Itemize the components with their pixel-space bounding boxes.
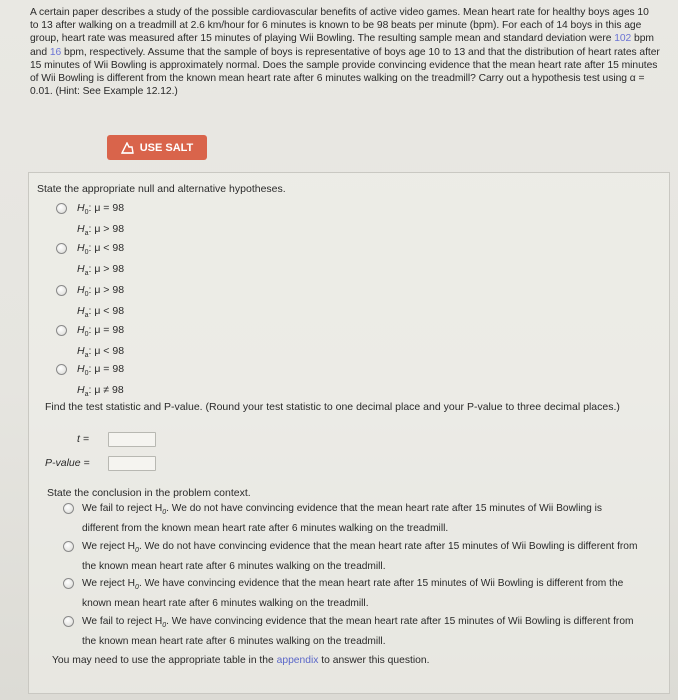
alt-hypothesis: $H_a$: μ < 98 [77, 305, 125, 320]
hypothesis-option[interactable] [56, 322, 124, 364]
hypothesis-radio[interactable] [56, 285, 67, 296]
hypothesis-radio[interactable] [56, 243, 67, 254]
conclusion-option[interactable] [60, 501, 640, 537]
conclusion-text: We reject $H_0$. We do not have convincing evidence that the mean heart rate after 15 minutes of Wii Bowling is different from the known mean heart rate after 6 minutes walking on the treadmill. [82, 541, 638, 573]
conclusion-text: We reject $H_0$. We have convincing evidence that the mean heart rate after 15 minutes of Wii Bowling is different from the known mean heart rate after 6 minutes walking on the treadmill. [82, 578, 624, 610]
use-salt-label: USE SALT [139, 141, 194, 154]
hypothesis-radio[interactable] [56, 203, 67, 214]
conclusion-radio[interactable] [63, 541, 74, 552]
null-hypothesis: $H_0$: μ < 98 [77, 242, 125, 257]
conclusion-text: We fail to reject $H_0$. We have convincing evidence that the mean heart rate after 15 minutes of Wii Bowling is different from the known mean heart rate after 6 minutes walking on the treadmill. [82, 616, 634, 648]
conclusion-radio[interactable] [63, 616, 74, 627]
t-statistic-input[interactable] [108, 432, 156, 447]
hypothesis-radio[interactable] [56, 325, 67, 336]
appendix-link[interactable]: appendix [276, 655, 319, 666]
null-hypothesis: $H_0$: μ = 98 [77, 324, 125, 339]
conclusion-option[interactable] [60, 539, 640, 575]
conclusion-option[interactable] [60, 614, 640, 650]
hypothesis-radio[interactable] [56, 364, 67, 375]
alt-hypothesis: $H_a$: μ > 98 [77, 223, 125, 238]
hypothesis-option[interactable] [56, 240, 124, 282]
conclusion-text: We fail to reject $H_0$. We do not have convincing evidence that the mean heart rate after 15 minutes of Wii Bowling is different from the known mean heart rate after 6 minutes walking on the treadmill. [82, 503, 602, 535]
sample-sd-value: 16 [49, 46, 62, 58]
footer-note: You may need to use the appropriate table in the appendix to answer this question. [52, 655, 430, 666]
alt-hypothesis: $H_a$: μ > 98 [77, 263, 125, 278]
p-value-label: P-value = [45, 457, 90, 469]
problem-statement: A certain paper describes a study of the possible cardiovascular benefits of active video games. Mean heart rate for healthy boys ages 10 to 13 after walking on a treadmill at 2.6 km/hour for 6 minutes is known to be 98 beats per minute (bpm). For each of 14 boys in this age group, heart rate was measured after 15 minutes of playing Wii Bowling. The resulting sample mean and standard deviation were 102 bpm and 16 bpm, respectively. Assume that the sample of boys is representative of boys age 10 to 13 and that the distribution of heart rates after 15 minutes of Wii Bowling is approximately normal. Does the sample provide convincing evidence that the mean heart rate after 15 minutes of Wii Bowling is different from the known mean heart rate after 6 minutes walking on the treadmill? Carry out a hypothesis test using α = 0.01. (Hint: See Example 12.12.) [30, 7, 660, 98]
alt-hypothesis: $H_a$: μ < 98 [77, 345, 125, 360]
t-label: t = [77, 433, 89, 445]
salt-icon [121, 142, 134, 154]
conclusion-prompt: State the conclusion in the problem context. [47, 487, 251, 499]
hypothesis-option[interactable] [56, 282, 124, 324]
hypotheses-prompt: State the appropriate null and alternative hypotheses. [37, 183, 286, 195]
null-hypothesis: $H_0$: μ > 98 [77, 284, 125, 299]
p-value-input[interactable] [108, 456, 156, 471]
use-salt-button[interactable] [107, 135, 207, 160]
test-statistic-prompt: Find the test statistic and P-value. (Round your test statistic to one decimal place and your P-value to three decimal places.) [45, 401, 620, 413]
hypothesis-option[interactable] [56, 200, 124, 242]
null-hypothesis: $H_0$: μ = 98 [77, 202, 125, 217]
hypothesis-option[interactable] [56, 361, 124, 403]
conclusion-radio[interactable] [63, 578, 74, 589]
sample-mean-value: 102 [614, 33, 632, 45]
alpha-value: α = 0.01 [30, 73, 645, 98]
conclusion-option[interactable] [60, 576, 640, 612]
alt-hypothesis: $H_a$: μ ≠ 98 [77, 384, 124, 399]
null-hypothesis: $H_0$: μ = 98 [77, 363, 125, 378]
conclusion-radio[interactable] [63, 503, 74, 514]
